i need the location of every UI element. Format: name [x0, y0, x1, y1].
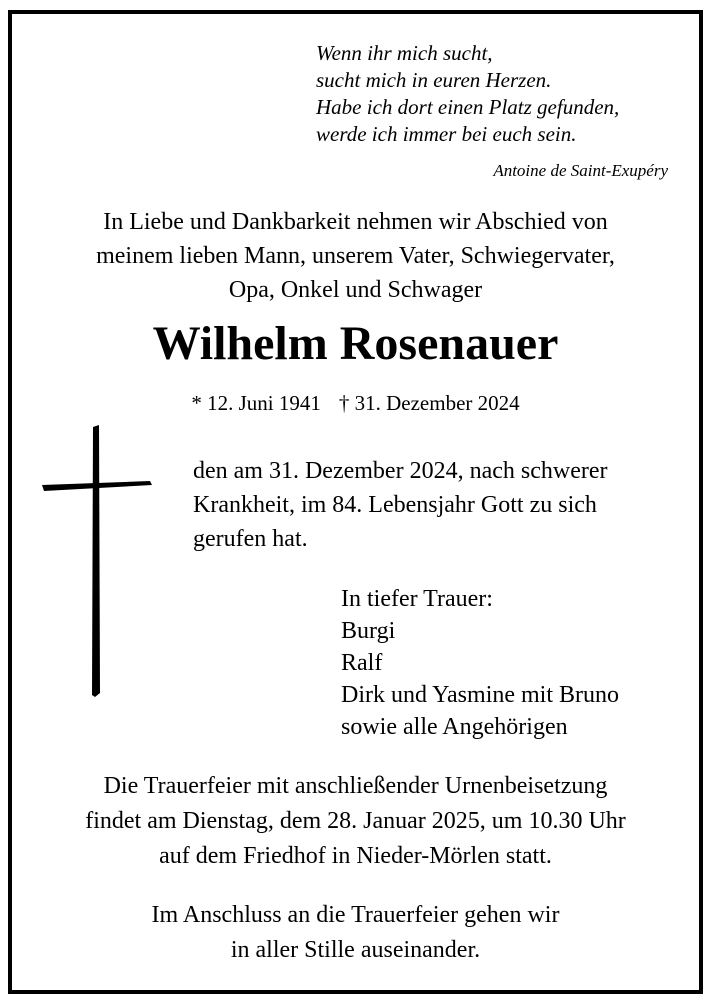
intro-text [0, 205, 711, 307]
deceased-name: Wilhelm Rosenauer [152, 317, 559, 370]
quote-line: Habe ich dort einen Platz gefunden, [316, 95, 620, 119]
funeral-line: Die Trauerfeier mit anschließender Urnenbeisetzung [103, 773, 608, 799]
quote-author: Antoine de Saint-Exupéry [493, 161, 668, 180]
death-text-line: gerufen hat. [193, 526, 308, 552]
mourner-name: Dirk und Yasmine mit Bruno [341, 682, 620, 708]
quote-line: werde ich immer bei euch sein. [316, 122, 577, 146]
closing-line: Im Anschluss an die Trauerfeier gehen wir [151, 902, 560, 928]
mourner-name: sowie alle Angehörigen [341, 714, 568, 740]
death-text-line: den am 31. Dezember 2024, nach schwerer [193, 458, 608, 484]
intro-line: Opa, Onkel und Schwager [228, 277, 483, 303]
life-dates [0, 391, 711, 416]
mourner-name: Ralf [341, 650, 383, 676]
mourner-name: Burgi [341, 618, 396, 644]
mourners-list [341, 583, 619, 743]
quote-line: Wenn ihr mich sucht, [316, 41, 493, 65]
quote-line: sucht mich in euren Herzen. [316, 68, 552, 92]
death-date: † 31. Dezember 2024 [338, 391, 520, 415]
death-announcement [193, 454, 608, 556]
funeral-line: auf dem Friedhof in Nieder-Mörlen statt. [159, 843, 552, 869]
birth-date: * 12. Juni 1941 [191, 391, 321, 415]
closing-line: in aller Stille auseinander. [230, 937, 481, 963]
mourners-heading: In tiefer Trauer: [341, 586, 493, 612]
cross-icon [42, 425, 152, 697]
funeral-details [0, 769, 711, 874]
memorial-quote [316, 40, 686, 148]
intro-line: In Liebe und Dankbarkeit nehmen wir Abschied von [103, 209, 608, 235]
cross-vertical-beam [92, 425, 100, 697]
death-text-line: Krankheit, im 84. Lebensjahr Gott zu sich [193, 492, 597, 518]
intro-line: meinem lieben Mann, unserem Vater, Schwiegervater, [96, 243, 615, 269]
funeral-line: findet am Dienstag, dem 28. Januar 2025, um 10.30 Uhr [85, 808, 626, 834]
closing-note [0, 898, 711, 968]
